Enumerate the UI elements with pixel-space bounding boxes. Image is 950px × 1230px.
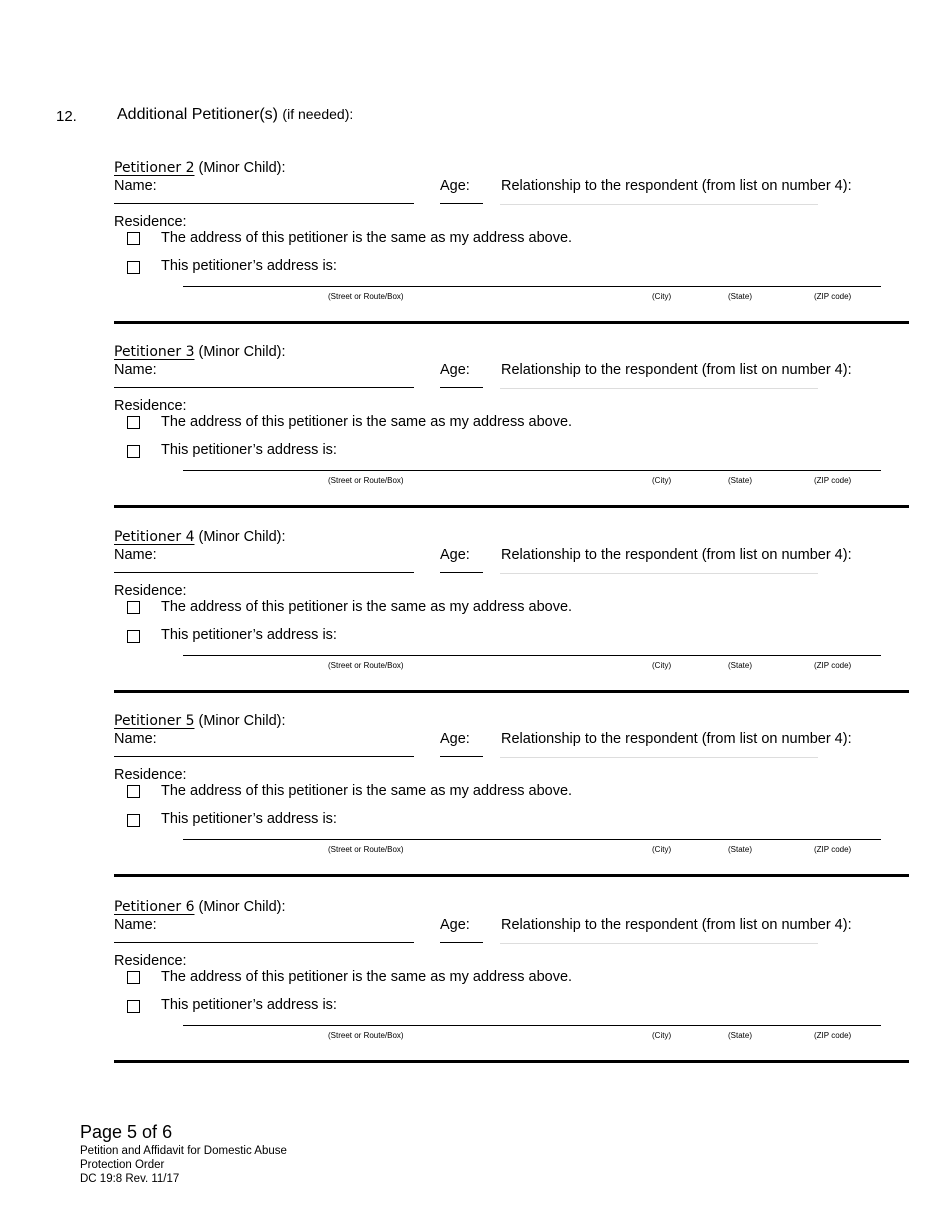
name-label: Name: [114, 917, 157, 933]
name-field[interactable] [114, 756, 414, 757]
age-label: Age: [440, 178, 470, 194]
same-address-label: The address of this petitioner is the same as my address above. [161, 783, 573, 799]
petitioner-heading [114, 160, 286, 176]
street-caption: (Street or Route/Box) [328, 845, 404, 854]
state-caption: (State) [728, 292, 753, 301]
address-field[interactable] [183, 470, 881, 471]
city-caption: (City) [652, 292, 672, 301]
minor-child-label: (Minor Child): [198, 344, 286, 360]
age-label: Age: [440, 362, 470, 378]
own-address-label: This petitioner’s address is: [161, 627, 337, 643]
section-title [117, 106, 353, 124]
minor-child-label: (Minor Child): [198, 713, 286, 729]
petitioner-heading [114, 899, 286, 915]
petitioner-block-3 [0, 344, 950, 528]
zip-caption: (ZIP code) [814, 845, 852, 854]
zip-caption: (ZIP code) [814, 1031, 852, 1040]
minor-child-label: (Minor Child): [198, 160, 286, 176]
own-address-checkbox[interactable] [127, 261, 140, 274]
age-field[interactable] [440, 942, 483, 943]
address-field[interactable] [183, 1025, 881, 1026]
address-field[interactable] [183, 286, 881, 287]
same-address-checkbox[interactable] [127, 232, 140, 245]
petitioner-block-6 [0, 899, 950, 1083]
state-caption: (State) [728, 1031, 753, 1040]
section-number: 12. [56, 108, 77, 125]
address-field[interactable] [183, 839, 881, 840]
relationship-label: Relationship to the respondent (from list on number 4): [501, 362, 852, 378]
same-address-checkbox[interactable] [127, 785, 140, 798]
own-address-label: This petitioner’s address is: [161, 997, 337, 1013]
name-label: Name: [114, 731, 157, 747]
petitioner-block-2 [0, 160, 950, 344]
own-address-checkbox[interactable] [127, 1000, 140, 1013]
relationship-label: Relationship to the respondent (from list on number 4): [501, 547, 852, 563]
own-address-label: This petitioner’s address is: [161, 258, 337, 274]
same-address-label: The address of this petitioner is the same as my address above. [161, 599, 573, 615]
petitioner-label: Petitioner 3 [114, 344, 195, 360]
city-caption: (City) [652, 845, 672, 854]
own-address-label: This petitioner’s address is: [161, 442, 337, 458]
own-address-checkbox[interactable] [127, 814, 140, 827]
name-field[interactable] [114, 572, 414, 573]
state-caption: (State) [728, 845, 753, 854]
section-divider [114, 690, 909, 693]
street-caption: (Street or Route/Box) [328, 476, 404, 485]
age-field[interactable] [440, 387, 483, 388]
age-label: Age: [440, 731, 470, 747]
own-address-checkbox[interactable] [127, 445, 140, 458]
street-caption: (Street or Route/Box) [328, 292, 404, 301]
same-address-label: The address of this petitioner is the same as my address above. [161, 414, 573, 430]
petitioner-heading [114, 529, 286, 545]
zip-caption: (ZIP code) [814, 476, 852, 485]
name-field[interactable] [114, 942, 414, 943]
petitioner-block-4 [0, 529, 950, 713]
residence-label: Residence: [114, 398, 187, 414]
petitioner-label: Petitioner 5 [114, 713, 195, 729]
own-address-label: This petitioner’s address is: [161, 811, 337, 827]
footer-form-title: Petition and Affidavit for Domestic Abuse [80, 1145, 287, 1157]
age-label: Age: [440, 917, 470, 933]
relationship-field[interactable] [500, 757, 818, 758]
section-title-note: (if needed): [282, 106, 354, 122]
zip-caption: (ZIP code) [814, 292, 852, 301]
age-field[interactable] [440, 203, 483, 204]
name-label: Name: [114, 547, 157, 563]
section-divider [114, 874, 909, 877]
name-label: Name: [114, 362, 157, 378]
petitioner-block-5 [0, 713, 950, 897]
street-caption: (Street or Route/Box) [328, 661, 404, 670]
footer-form-subtitle: Protection Order [80, 1159, 165, 1171]
section-title-text: Additional Petitioner(s) [117, 106, 278, 123]
same-address-label: The address of this petitioner is the same as my address above. [161, 230, 573, 246]
age-field[interactable] [440, 756, 483, 757]
state-caption: (State) [728, 661, 753, 670]
section-divider [114, 1060, 909, 1063]
own-address-checkbox[interactable] [127, 630, 140, 643]
residence-label: Residence: [114, 583, 187, 599]
relationship-field[interactable] [500, 388, 818, 389]
name-field[interactable] [114, 203, 414, 204]
petitioner-heading [114, 344, 286, 360]
footer-form-code: DC 19:8 Rev. 11/17 [80, 1173, 180, 1185]
age-field[interactable] [440, 572, 483, 573]
relationship-field[interactable] [500, 943, 818, 944]
city-caption: (City) [652, 661, 672, 670]
footer-page-number: Page 5 of 6 [80, 1122, 173, 1142]
relationship-field[interactable] [500, 204, 818, 205]
section-divider [114, 505, 909, 508]
city-caption: (City) [652, 1031, 672, 1040]
city-caption: (City) [652, 476, 672, 485]
same-address-label: The address of this petitioner is the same as my address above. [161, 969, 573, 985]
relationship-label: Relationship to the respondent (from list on number 4): [501, 731, 852, 747]
name-field[interactable] [114, 387, 414, 388]
petitioner-heading [114, 713, 286, 729]
petitioner-label: Petitioner 4 [114, 529, 195, 545]
zip-caption: (ZIP code) [814, 661, 852, 670]
relationship-label: Relationship to the respondent (from list on number 4): [501, 917, 852, 933]
same-address-checkbox[interactable] [127, 971, 140, 984]
residence-label: Residence: [114, 953, 187, 969]
address-field[interactable] [183, 655, 881, 656]
street-caption: (Street or Route/Box) [328, 1031, 404, 1040]
minor-child-label: (Minor Child): [198, 529, 286, 545]
petitioner-label: Petitioner 6 [114, 899, 195, 915]
relationship-label: Relationship to the respondent (from list on number 4): [501, 178, 852, 194]
minor-child-label: (Minor Child): [198, 899, 286, 915]
relationship-field[interactable] [500, 573, 818, 574]
residence-label: Residence: [114, 767, 187, 783]
petitioner-label: Petitioner 2 [114, 160, 195, 176]
same-address-checkbox[interactable] [127, 416, 140, 429]
name-label: Name: [114, 178, 157, 194]
age-label: Age: [440, 547, 470, 563]
state-caption: (State) [728, 476, 753, 485]
same-address-checkbox[interactable] [127, 601, 140, 614]
residence-label: Residence: [114, 214, 187, 230]
section-divider [114, 321, 909, 324]
